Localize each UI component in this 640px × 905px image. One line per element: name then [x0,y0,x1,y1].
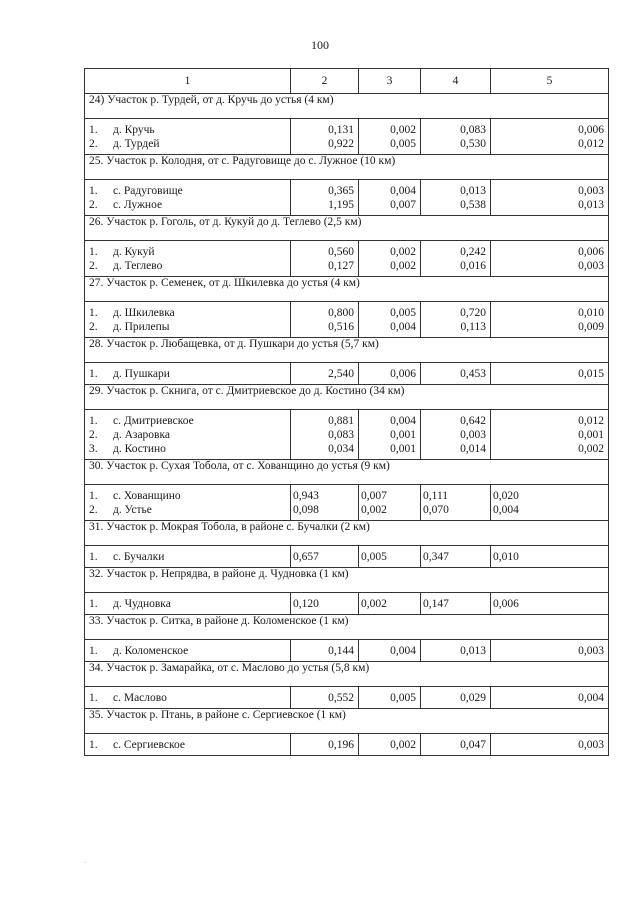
row-index: 2. [89,504,98,516]
settlement-cell [85,363,291,385]
table-row [85,302,609,338]
row-index: 1. [89,739,98,751]
value: 0,013 [578,199,604,211]
value: 0,922 [328,138,354,150]
value-cell-col2 [291,302,359,338]
value: 0,147 [423,598,449,610]
value: 0,007 [361,490,387,502]
value-cell-col5 [491,485,609,521]
value-cell-col4 [421,546,491,568]
value: 0,004 [390,415,416,427]
value: 0,006 [578,246,604,258]
settlement-line [89,184,290,198]
settlement-name: с. Лужное [113,199,163,211]
settlement-name: д. Теглево [113,260,163,272]
value: 0,029 [460,692,486,704]
value: 0,005 [390,307,416,319]
value: 0,003 [578,185,604,197]
value-cell-col2 [291,640,359,662]
settlement-line [89,123,290,137]
settlement-cell [85,734,291,756]
column-header: 4 [421,69,491,94]
value: 0,014 [460,443,486,455]
section-title: 30. Участок р. Сухая Тобола, от с. Хованщино до устья (9 км) [85,460,609,485]
value: 0,196 [328,739,354,751]
value: 0,127 [328,260,354,272]
settlement-name: д. Кукуй [113,246,155,258]
row-index: 1. [89,692,98,704]
column-header: 2 [291,69,359,94]
value-cell-col2 [291,119,359,155]
value: 0,530 [460,138,486,150]
value-cell-col2 [291,241,359,277]
row-index: 1. [89,246,98,258]
value-cell-col2 [291,546,359,568]
value: 0,003 [578,645,604,657]
settlement-name: д. Костино [113,443,166,455]
row-index: 2. [89,429,98,441]
settlement-cell [85,593,291,615]
section-row [85,155,609,180]
section-row [85,521,609,546]
settlement-name: д. Шкилевка [113,307,175,319]
value: 0,881 [328,415,354,427]
settlement-cell [85,119,291,155]
section-row [85,277,609,302]
row-index: 1. [89,645,98,657]
section-title: 28. Участок р. Любащевка, от д. Пушкари до устья (5,7 км) [85,338,609,363]
value: 0,083 [460,124,486,136]
settlement-cell [85,302,291,338]
settlement-name: д. Чудновка [113,598,171,610]
value: 0,083 [328,429,354,441]
value: 0,012 [578,415,604,427]
value-cell-col3 [359,485,421,521]
page-number: 100 [311,38,329,52]
value: 0,003 [578,739,604,751]
value-cell-col2 [291,410,359,460]
settlement-line [89,306,290,320]
value: 0,242 [460,246,486,258]
value: 0,003 [460,429,486,441]
section-row [85,662,609,687]
value-cell-col4 [421,485,491,521]
section-row [85,709,609,734]
settlement-cell [85,180,291,216]
value: 0,004 [390,321,416,333]
value-cell-col4 [421,734,491,756]
row-index: 1. [89,490,98,502]
value-cell-col2 [291,363,359,385]
value: 0,003 [578,260,604,272]
value-cell-col4 [421,593,491,615]
section-title: 35. Участок р. Птань, в районе с. Сергиевское (1 км) [85,709,609,734]
table-row [85,241,609,277]
value-cell-col5 [491,180,609,216]
row-index: 2. [89,321,98,333]
settlement-line [89,414,290,428]
settlement-line [89,691,290,705]
value: 0,004 [390,645,416,657]
value: 0,020 [493,490,519,502]
value: 0,002 [390,246,416,258]
value-cell-col3 [359,410,421,460]
table-row [85,593,609,615]
value-cell-col4 [421,180,491,216]
value-cell-col5 [491,640,609,662]
column-header: 5 [491,69,609,94]
value: 0,002 [361,504,387,516]
row-index: 1. [89,368,98,380]
settlement-line [89,442,290,456]
section-row [85,460,609,485]
value-cell-col3 [359,734,421,756]
settlement-name: с. Маслово [113,692,167,704]
section-row [85,338,609,363]
row-index: 2. [89,199,98,211]
value-cell-col3 [359,640,421,662]
settlement-cell [85,485,291,521]
table-row [85,410,609,460]
value-cell-col3 [359,687,421,709]
value-cell-col2 [291,734,359,756]
value: 0,034 [328,443,354,455]
table-body [85,94,609,756]
value: 0,113 [460,321,486,333]
section-row [85,385,609,410]
section-title: 26. Участок р. Гоголь, от д. Кукуй до д. Теглево (2,5 км) [85,216,609,241]
settlement-name: д. Пушкари [113,368,170,380]
header-row [85,69,609,94]
value: 0,004 [493,504,519,516]
settlement-line [89,137,290,151]
value: 0,004 [578,692,604,704]
value-cell-col2 [291,593,359,615]
settlement-name: д. Азаровка [113,429,171,441]
settlement-line [89,245,290,259]
data-table [84,68,609,756]
section-row [85,216,609,241]
value-cell-col5 [491,687,609,709]
settlement-cell [85,241,291,277]
table-row [85,180,609,216]
value: 0,002 [390,739,416,751]
settlement-name: д. Устье [113,504,152,516]
settlement-line [89,503,290,517]
settlement-name: д. Турдей [113,138,160,150]
value: 0,047 [460,739,486,751]
settlement-line [89,367,290,381]
value-cell-col2 [291,687,359,709]
table-row [85,734,609,756]
value-cell-col5 [491,593,609,615]
value: 0,943 [293,490,319,502]
settlement-line [89,259,290,273]
value: 0,002 [578,443,604,455]
value: 0,005 [390,692,416,704]
value: 0,800 [328,307,354,319]
table-row [85,485,609,521]
value-cell-col4 [421,410,491,460]
settlement-line [89,198,290,212]
value: 0,005 [361,551,387,563]
row-index: 1. [89,185,98,197]
settlement-cell [85,640,291,662]
value: 0,111 [423,490,449,502]
value: 0,007 [390,199,416,211]
value-cell-col3 [359,241,421,277]
section-row [85,94,609,119]
settlement-name: с. Бучалки [113,551,165,563]
value-cell-col4 [421,687,491,709]
row-index: 3. [89,443,98,455]
value-cell-col5 [491,119,609,155]
value: 0,560 [328,246,354,258]
column-header: 3 [359,69,421,94]
value-cell-col2 [291,180,359,216]
value: 0,098 [293,504,319,516]
value: 0,516 [328,321,354,333]
value: 0,002 [361,598,387,610]
value-cell-col5 [491,302,609,338]
row-index: 1. [89,307,98,319]
settlement-cell [85,687,291,709]
column-header: 1 [85,69,291,94]
value-cell-col3 [359,119,421,155]
table-row [85,546,609,568]
value: 0,006 [493,598,519,610]
settlement-line [89,489,290,503]
value: 1,195 [328,199,354,211]
value-cell-col2 [291,485,359,521]
value: 0,010 [578,307,604,319]
settlement-cell [85,410,291,460]
settlement-name: д. Коломенское [113,645,189,657]
value: 0,009 [578,321,604,333]
value-cell-col3 [359,363,421,385]
value: 0,001 [578,429,604,441]
value: 0,070 [423,504,449,516]
table-row [85,363,609,385]
settlement-name: с. Сергиевское [113,739,185,751]
settlement-name: с. Дмитриевское [113,415,194,427]
settlement-line [89,597,290,611]
value: 0,002 [390,124,416,136]
settlement-name: с. Хованщино [113,490,181,502]
settlement-line [89,550,290,564]
value-cell-col5 [491,363,609,385]
row-index: 1. [89,124,98,136]
settlement-name: д. Прилепы [113,321,170,333]
value: 0,005 [390,138,416,150]
value: 0,347 [423,551,449,563]
settlement-line [89,738,290,752]
section-title: 34. Участок р. Замарайка, от с. Маслово до устья (5,8 км) [85,662,609,687]
section-title: 32. Участок р. Непрядва, в районе д. Чудновка (1 км) [85,568,609,593]
value-cell-col5 [491,410,609,460]
value: 0,720 [460,307,486,319]
value: 0,016 [460,260,486,272]
settlement-name: с. Радуговище [113,185,183,197]
value-cell-col5 [491,734,609,756]
settlement-line [89,428,290,442]
value: 0,131 [328,124,354,136]
value-cell-col4 [421,363,491,385]
value: 0,013 [460,645,486,657]
section-title: 24) Участок р. Турдей, от д. Кручь до устья (4 км) [85,94,609,119]
row-index: 2. [89,138,98,150]
value: 0,001 [390,443,416,455]
value-cell-col5 [491,241,609,277]
row-index: 1. [89,598,98,610]
value: 0,010 [493,551,519,563]
value: 0,001 [390,429,416,441]
value: 0,006 [390,368,416,380]
table-row [85,687,609,709]
value: 0,538 [460,199,486,211]
section-title: 25. Участок р. Колодня, от с. Радуговище до с. Лужное (10 км) [85,155,609,180]
value: 0,006 [578,124,604,136]
settlement-name: д. Кручь [113,124,155,136]
value: 0,013 [460,185,486,197]
section-row [85,568,609,593]
value-cell-col4 [421,119,491,155]
row-index: 1. [89,415,98,427]
value-cell-col3 [359,302,421,338]
stray-mark: · [84,860,86,866]
settlement-cell [85,546,291,568]
row-index: 1. [89,551,98,563]
value-cell-col4 [421,640,491,662]
value: 0,120 [293,598,319,610]
value: 0,453 [460,368,486,380]
value: 0,012 [578,138,604,150]
settlement-line [89,320,290,334]
value: 0,552 [328,692,354,704]
value-cell-col3 [359,546,421,568]
value: 0,365 [328,185,354,197]
value: 0,657 [293,551,319,563]
value-cell-col5 [491,546,609,568]
section-row [85,615,609,640]
value-cell-col4 [421,302,491,338]
value: 0,004 [390,185,416,197]
value-cell-col3 [359,593,421,615]
value-cell-col4 [421,241,491,277]
settlement-line [89,644,290,658]
row-index: 2. [89,260,98,272]
value: 0,144 [328,645,354,657]
value: 0,642 [460,415,486,427]
section-title: 29. Участок р. Скнига, от с. Дмитриевское до д. Костино (34 км) [85,385,609,410]
value: 0,002 [390,260,416,272]
section-title: 33. Участок р. Ситка, в районе д. Коломенское (1 км) [85,615,609,640]
section-title: 27. Участок р. Семенек, от д. Шкилевка до устья (4 км) [85,277,609,302]
value-cell-col3 [359,180,421,216]
table-row [85,119,609,155]
section-title: 31. Участок р. Мокрая Тобола, в районе с. Бучалки (2 км) [85,521,609,546]
value: 2,540 [328,368,354,380]
table-row [85,640,609,662]
value: 0,015 [578,368,604,380]
